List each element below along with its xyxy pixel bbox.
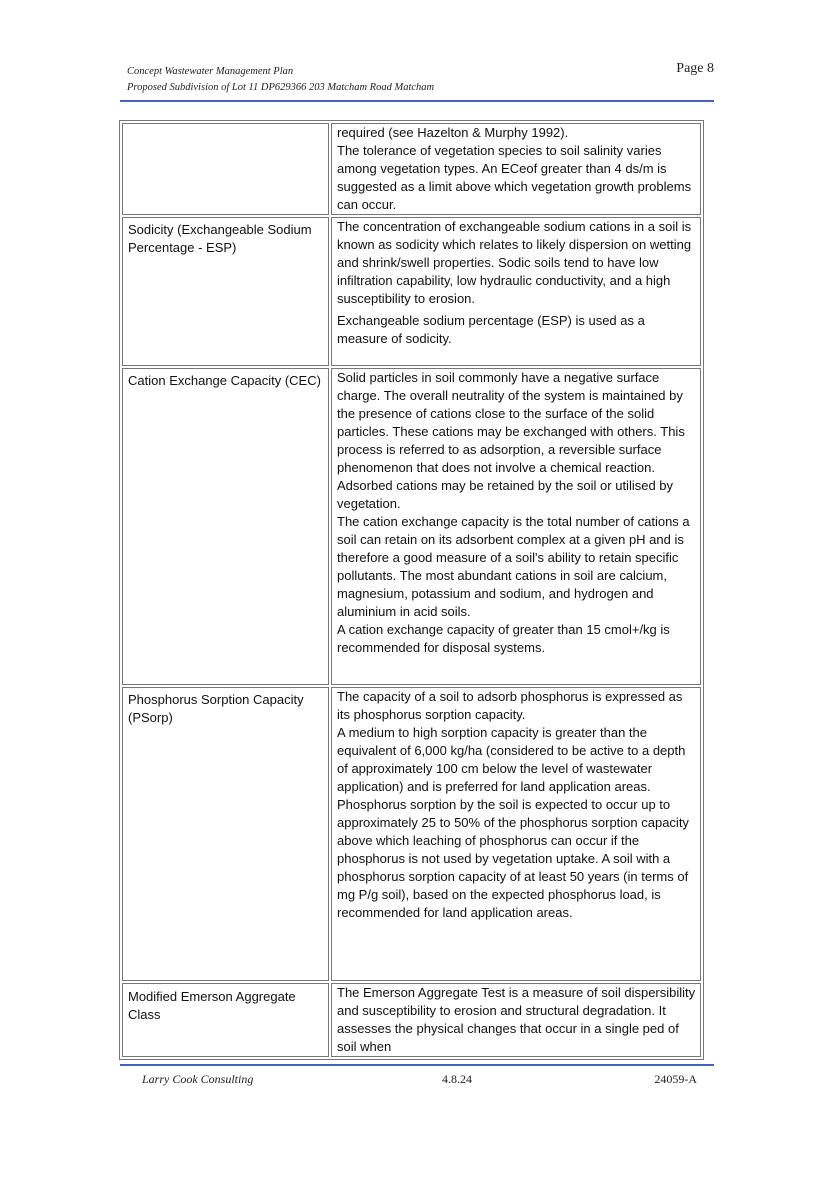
footer-reference: 24059-A (654, 1072, 697, 1086)
parameter-label (122, 123, 329, 215)
header-divider (120, 100, 714, 102)
description-paragraph: Solid particles in soil commonly have a negative surface charge. The overall neutrality of the system is maintained by the presence of cations close to the surface of the solid particles. These cations may be exchanged with others. This process is referred to as adsorption, a reversible surface phenomenon that does not involve a chemical reaction. Adsorbed cations may be retained by the soil or utilised by vegetation. (337, 370, 685, 511)
table-row (122, 368, 701, 685)
table-row (122, 217, 701, 366)
parameter-label: Sodicity (Exchangeable Sodium Percentage - ESP) (122, 217, 329, 366)
footer-date: 4.8.24 (442, 1072, 472, 1086)
description-paragraph: The Emerson Aggregate Test is a measure of soil dispersibility and susceptibility to erosion and structural degradation. It assesses the physical changes that occur in a single ped of soil when (337, 985, 696, 1054)
parameter-description (331, 123, 701, 215)
parameter-label: Modified Emerson Aggregate Class (122, 983, 329, 1057)
page-number: Page 8 (676, 61, 714, 76)
table-row (122, 123, 701, 215)
parameter-description (331, 368, 701, 685)
description-paragraph: A cation exchange capacity of greater than 15 cmol+/kg is recommended for disposal systems. (337, 622, 670, 655)
document-header (127, 64, 434, 96)
parameter-label: Cation Exchange Capacity (CEC) (122, 368, 329, 685)
description-paragraph: The capacity of a soil to adsorb phosphorus is expressed as its phosphorus sorption capacity. (337, 689, 683, 722)
description-paragraph: The cation exchange capacity is the total number of cations a soil can retain on its adsorbent complex at a given pH and is therefore a good measure of a soil's ability to retain specific pollutants. The most abundant cations in soil are calcium, magnesium, potassium and sodium, and hydrogen and aluminium in acid soils. (337, 514, 690, 619)
description-paragraph: A medium to high sorption capacity is greater than the equivalent of 6,000 kg/ha (considered to be active to a depth of approximately 100 cm below the level of wastewater application) and is preferred for land application areas. Phosphorus sorption by the soil is expected to occur up to approximately 25 to 50% of the phosphorus sorption capacity above which leaching of phosphorus can occur if the phosphorus is not used by vegetation uptake. A soil with a phosphorus sorption capacity of at least 50 years (in terms of mg P/g soil), based on the expected phosphorus load, is recommended for land application areas. (337, 725, 689, 920)
description-paragraph: The concentration of exchangeable sodium cations in a soil is known as sodicity which relates to likely dispersion on wetting and shrink/swell properties. Sodic soils tend to have low infiltration capability, low hydraulic conductivity, and a high susceptibility to erosion. (337, 219, 692, 306)
parameter-description (331, 687, 701, 981)
soil-parameters-table (119, 120, 704, 1060)
description-paragraph: required (see Hazelton & Murphy 1992). (337, 125, 569, 140)
table-row (122, 983, 701, 1057)
header-title-line2: Proposed Subdivision of Lot 11 DP629366 203 Matcham Road Matcham (127, 82, 435, 93)
description-paragraph: The tolerance of vegetation species to soil salinity varies among vegetation types. An ECeof greater than 4 ds/m is suggested as a limit above which vegetation growth problems can occur. (337, 143, 692, 212)
parameter-description (331, 217, 701, 366)
description-paragraph: Exchangeable sodium percentage (ESP) is used as a measure of sodicity. (337, 313, 645, 346)
table-row (122, 687, 701, 981)
header-title-line1: Concept Wastewater Management Plan (127, 66, 294, 77)
footer-company: Larry Cook Consulting (142, 1072, 254, 1086)
footer-divider (120, 1064, 714, 1066)
parameter-label: Phosphorus Sorption Capacity (PSorp) (122, 687, 329, 981)
parameter-description (331, 983, 701, 1057)
